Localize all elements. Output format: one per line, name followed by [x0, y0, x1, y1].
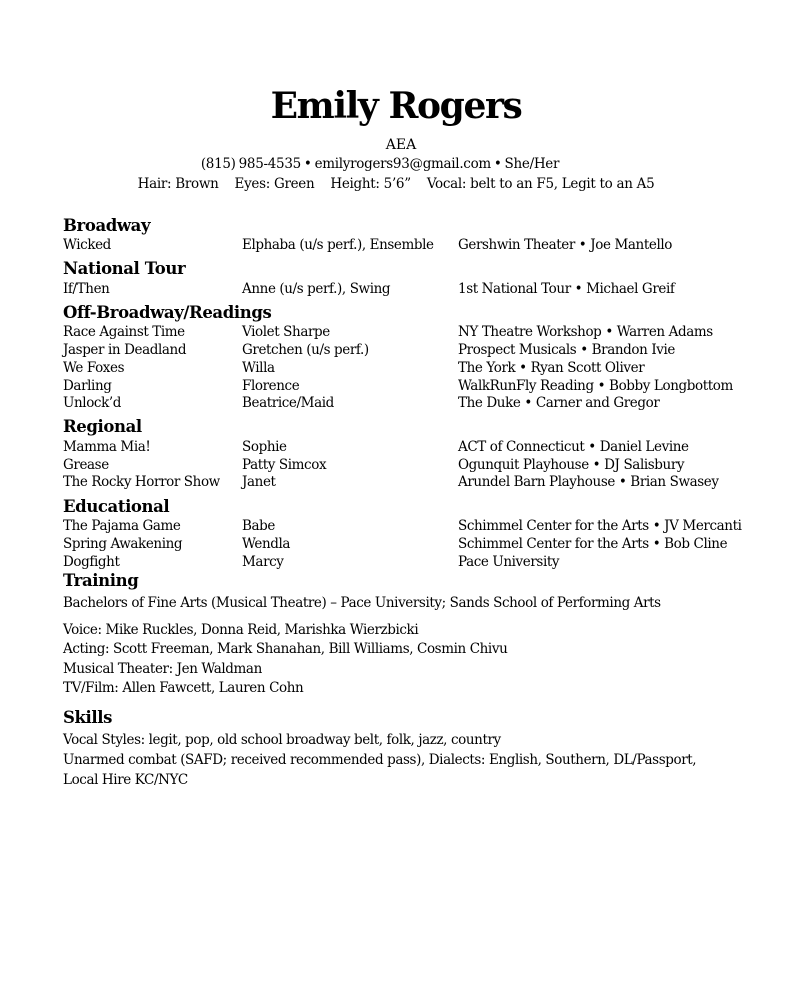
role: Violet Sharpe	[242, 324, 330, 340]
venue-director: 1st National Tour • Michael Greif	[458, 281, 675, 297]
skills-local-hire: Local Hire KC/NYC	[63, 772, 188, 788]
section-title-off-broadway: Off-Broadway/Readings	[63, 303, 272, 322]
venue-director: ACT of Connecticut • Daniel Levine	[458, 439, 689, 455]
section-title-skills: Skills	[63, 708, 113, 727]
role: Patty Simcox	[242, 457, 327, 473]
role: Sophie	[242, 439, 287, 455]
section-title-broadway: Broadway	[63, 216, 151, 235]
section-title-training: Training	[63, 571, 139, 590]
venue-director: The Duke • Carner and Gregor	[458, 395, 660, 411]
skills-vocal-styles: Vocal Styles: legit, pop, old school broadway belt, folk, jazz, country	[63, 732, 501, 748]
training-musical-theater: Musical Theater: Jen Waldman	[63, 661, 262, 677]
role: Elphaba (u/s perf.), Ensemble	[242, 237, 434, 253]
role: Florence	[242, 378, 300, 394]
section-title-national-tour: National Tour	[63, 259, 186, 278]
contact-line: (815) 985-4535 • emilyrogers93@gmail.com • She/Her	[200, 156, 560, 172]
height: Height: 5’6”	[330, 176, 411, 192]
venue-director: NY Theatre Workshop • Warren Adams	[458, 324, 713, 340]
credit-row	[0, 236, 792, 254]
training-voice: Voice: Mike Ruckles, Donna Reid, Marishka Wierzbicki	[63, 622, 419, 638]
venue-director: Gershwin Theater • Joe Mantello	[458, 237, 673, 253]
show-title: Jasper in Deadland	[63, 342, 187, 358]
venue-director: Schimmel Center for the Arts • Bob Cline	[458, 536, 728, 552]
credit-row	[0, 517, 792, 535]
show-title: Race Against Time	[63, 324, 185, 340]
show-title: The Pajama Game	[63, 518, 181, 534]
venue-director: Schimmel Center for the Arts • JV Mercanti	[458, 518, 742, 534]
credit-row	[0, 280, 792, 298]
eye-color: Eyes: Green	[234, 176, 315, 192]
hair-color: Hair: Brown	[137, 176, 219, 192]
venue-director: The York • Ryan Scott Oliver	[458, 360, 645, 376]
show-title: Wicked	[63, 237, 111, 253]
show-title: If/Then	[63, 281, 110, 297]
role: Willa	[242, 360, 275, 376]
show-title: Unlock’d	[63, 395, 121, 411]
physical-stats	[0, 175, 792, 193]
credit-row	[0, 394, 792, 412]
role: Marcy	[242, 554, 284, 570]
training-degree: Bachelors of Fine Arts (Musical Theatre) – Pace University; Sands School of Performing Arts	[63, 595, 661, 611]
section-title-regional: Regional	[63, 417, 142, 436]
credit-row	[0, 535, 792, 553]
actor-name: Emily Rogers	[270, 85, 522, 127]
venue-director: Prospect Musicals • Brandon Ivie	[458, 342, 676, 358]
credit-row	[0, 438, 792, 456]
vocal-range: Vocal: belt to an F5, Legit to an A5	[426, 176, 655, 192]
venue-director: Ogunquit Playhouse • DJ Salisbury	[458, 457, 685, 473]
training-acting: Acting: Scott Freeman, Mark Shanahan, Bill Williams, Cosmin Chivu	[63, 641, 508, 657]
show-title: The Rocky Horror Show	[63, 474, 220, 490]
training-tv-film: TV/Film: Allen Fawcett, Lauren Cohn	[63, 680, 304, 696]
credit-row	[0, 377, 792, 395]
show-title: Grease	[63, 457, 109, 473]
role: Babe	[242, 518, 276, 534]
section-title-educational: Educational	[63, 497, 170, 516]
credit-row	[0, 473, 792, 491]
show-title: We Foxes	[63, 360, 125, 376]
credit-row	[0, 456, 792, 474]
venue-director: WalkRunFly Reading • Bobby Longbottom	[458, 378, 733, 394]
role: Gretchen (u/s perf.)	[242, 342, 369, 358]
skills-combat-dialects: Unarmed combat (SAFD; received recommended pass), Dialects: English, Southern, DL/Passport,	[63, 752, 697, 768]
credit-row	[0, 323, 792, 341]
role: Anne (u/s perf.), Swing	[242, 281, 391, 297]
show-title: Dogfight	[63, 554, 120, 570]
role: Wendla	[242, 536, 291, 552]
venue-director: Arundel Barn Playhouse • Brian Swasey	[458, 474, 719, 490]
credit-row	[0, 553, 792, 571]
role: Beatrice/Maid	[242, 395, 334, 411]
union-affiliation: AEA	[385, 137, 417, 153]
show-title: Darling	[63, 378, 112, 394]
venue-director: Pace University	[458, 554, 560, 570]
credit-row	[0, 359, 792, 377]
show-title: Spring Awakening	[63, 536, 183, 552]
credit-row	[0, 341, 792, 359]
role: Janet	[242, 474, 276, 490]
show-title: Mamma Mia!	[63, 439, 151, 455]
